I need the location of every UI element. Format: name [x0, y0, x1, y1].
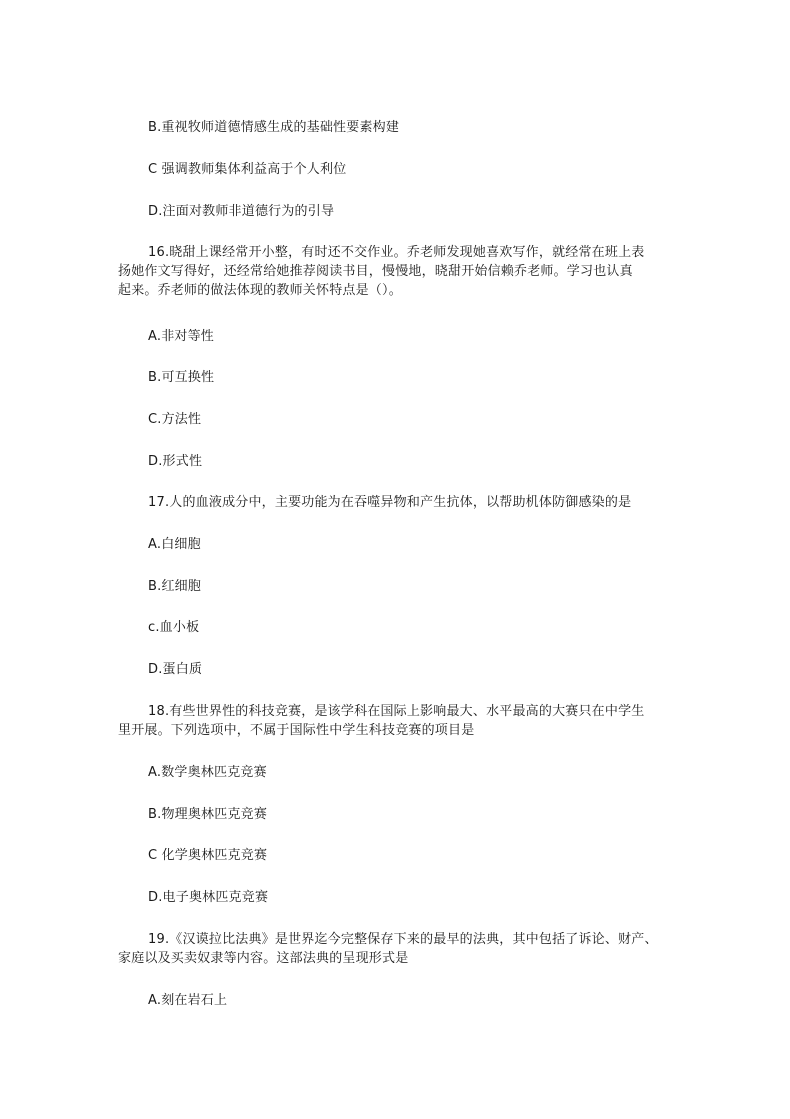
question-17-line-1: 17.人的血液成分中，主要功能为在吞噬异物和产生抗体，以帮助机体防御感染的是 [148, 495, 632, 510]
question-19-line-1: 19.《汉谟拉比法典》是世界迄今完整保存下来的最早的法典，其中包括了诉论、财产、 [148, 932, 658, 947]
question-18-option-d: D.电子奥林匹克竞赛 [148, 890, 269, 905]
question-16-option-c: C.方法性 [148, 412, 202, 427]
question-16-line-2: 扬她作文写得好，还经常给她推荐阅读书目，慢慢地，晓甜开始信赖乔老师。学习也认真 [118, 264, 633, 279]
question-16-option-a: A.非对等性 [148, 329, 214, 344]
question-19-line-2: 家庭以及买卖奴隶等内容。这部法典的呈现形式是 [118, 951, 409, 966]
question-16-option-b: B.可互换性 [148, 370, 215, 385]
question-19 [118, 930, 678, 968]
option-prev-d: D.注面对教师非道德行为的引导 [148, 204, 335, 219]
question-16 [118, 243, 678, 300]
question-17-option-d: D.蛋白质 [148, 662, 203, 677]
option-prev-b: B.重视牧师道德情感生成的基础性要素构建 [148, 120, 400, 135]
question-16-line-3: 起来。乔老师的做法体现的教师关怀特点是（）。 [118, 283, 402, 298]
question-19-option-a: A.刻在岩石上 [148, 993, 228, 1008]
question-18-line-1: 18.有些世界性的科技竞赛，是该学科在国际上影响最大、水平最高的大赛只在中学生 [148, 704, 645, 719]
question-16-option-d: D.形式性 [148, 454, 203, 469]
question-18-option-b: B.物理奥林匹克竞赛 [148, 807, 268, 822]
question-17-option-c: c.血小板 [148, 620, 200, 635]
question-18-option-a: A.数学奥林匹克竞赛 [148, 765, 267, 780]
question-17-option-a: A.白细胞 [148, 537, 201, 552]
question-18-option-c: C 化学奥林匹克竞赛 [148, 848, 268, 863]
question-18-line-2: 里开展。下列选项中，不属于国际性中学生科技竞赛的项目是 [118, 723, 475, 738]
question-16-line-1: 16.晓甜上课经常开小整，有时还不交作业。乔老师发现她喜欢写作，就经常在班上表 [148, 245, 645, 260]
option-prev-c: C 强调教师集体利益高于个人利位 [148, 162, 347, 177]
question-17-option-b: B.红细胞 [148, 579, 202, 594]
question-18 [118, 702, 678, 740]
question-17 [118, 493, 678, 512]
